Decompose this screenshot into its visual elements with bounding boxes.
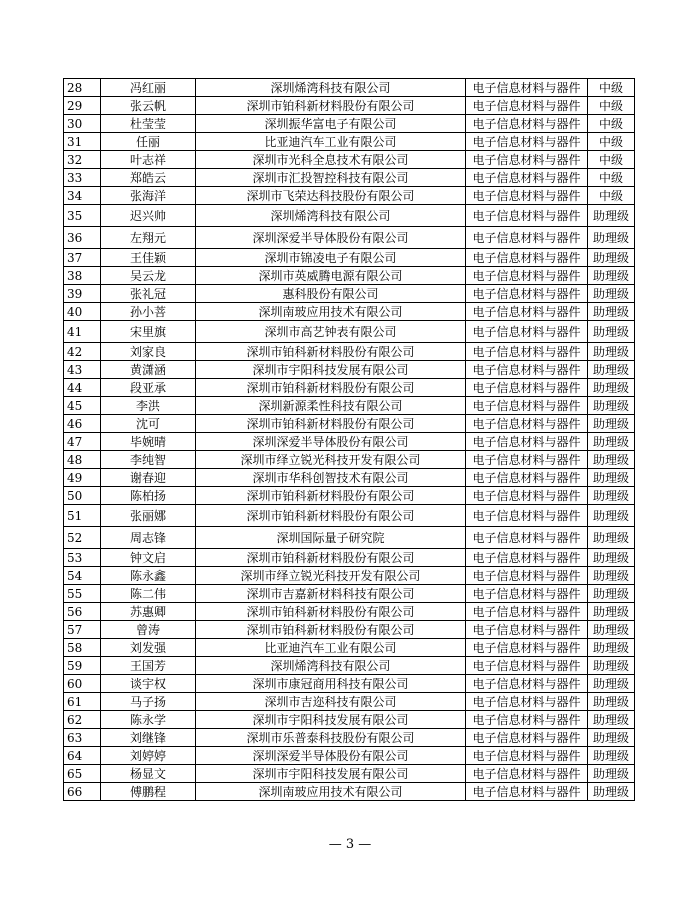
cell-company: 惠科股份有限公司 [196, 285, 466, 303]
cell-number: 51 [64, 505, 101, 527]
page-number: — 3 — [328, 837, 372, 852]
cell-field: 电子信息材料与器件 [466, 115, 588, 133]
cell-number: 52 [64, 527, 101, 549]
table-row [64, 133, 635, 151]
table-row [64, 285, 635, 303]
cell-name: 刘发强 [101, 639, 196, 657]
cell-company: 深圳市汇投智控科技有限公司 [196, 169, 466, 187]
cell-company: 深圳深爱半导体股份有限公司 [196, 747, 466, 765]
cell-company: 深圳市绎立锐光科技开发有限公司 [196, 451, 466, 469]
cell-number: 28 [64, 79, 101, 97]
cell-level: 助理级 [588, 527, 635, 549]
cell-level: 助理级 [588, 693, 635, 711]
cell-name: 杨显文 [101, 765, 196, 783]
cell-name: 李洪 [101, 397, 196, 415]
cell-name: 黄潇涵 [101, 361, 196, 379]
cell-company: 深圳市铂科新材料股份有限公司 [196, 621, 466, 639]
cell-field: 电子信息材料与器件 [466, 361, 588, 379]
cell-level: 助理级 [588, 549, 635, 567]
cell-number: 56 [64, 603, 101, 621]
cell-field: 电子信息材料与器件 [466, 603, 588, 621]
cell-level: 中级 [588, 79, 635, 97]
cell-name: 任丽 [101, 133, 196, 151]
cell-company: 深圳市绎立锐光科技开发有限公司 [196, 567, 466, 585]
table-row [64, 621, 635, 639]
cell-level: 助理级 [588, 343, 635, 361]
table-row [64, 151, 635, 169]
cell-level: 助理级 [588, 729, 635, 747]
cell-company: 深圳市华科创智技术有限公司 [196, 469, 466, 487]
cell-number: 31 [64, 133, 101, 151]
table-row [64, 783, 635, 801]
table-row [64, 361, 635, 379]
cell-company: 深圳市康冠商用科技有限公司 [196, 675, 466, 693]
cell-name: 王国芳 [101, 657, 196, 675]
table-row [64, 693, 635, 711]
cell-number: 45 [64, 397, 101, 415]
cell-level: 中级 [588, 133, 635, 151]
cell-company: 深圳深爱半导体股份有限公司 [196, 433, 466, 451]
cell-number: 38 [64, 267, 101, 285]
cell-field: 电子信息材料与器件 [466, 567, 588, 585]
cell-field: 电子信息材料与器件 [466, 303, 588, 321]
cell-field: 电子信息材料与器件 [466, 151, 588, 169]
cell-name: 冯红丽 [101, 79, 196, 97]
table-row [64, 433, 635, 451]
cell-number: 41 [64, 321, 101, 343]
cell-company: 比亚迪汽车工业有限公司 [196, 133, 466, 151]
cell-number: 35 [64, 205, 101, 227]
cell-field: 电子信息材料与器件 [466, 585, 588, 603]
cell-number: 55 [64, 585, 101, 603]
cell-company: 深圳市吉迩科技有限公司 [196, 693, 466, 711]
cell-field: 电子信息材料与器件 [466, 693, 588, 711]
table-row [64, 567, 635, 585]
cell-name: 曾涛 [101, 621, 196, 639]
cell-name: 刘家良 [101, 343, 196, 361]
cell-field: 电子信息材料与器件 [466, 487, 588, 505]
cell-company: 深圳市铂科新材料股份有限公司 [196, 379, 466, 397]
cell-number: 46 [64, 415, 101, 433]
table-row [64, 187, 635, 205]
cell-name: 刘继锋 [101, 729, 196, 747]
table-row [64, 747, 635, 765]
cell-level: 助理级 [588, 303, 635, 321]
cell-field: 电子信息材料与器件 [466, 397, 588, 415]
cell-level: 助理级 [588, 711, 635, 729]
cell-field: 电子信息材料与器件 [466, 621, 588, 639]
cell-level: 助理级 [588, 379, 635, 397]
cell-field: 电子信息材料与器件 [466, 205, 588, 227]
cell-level: 助理级 [588, 747, 635, 765]
personnel-table [63, 78, 635, 801]
table-row [64, 639, 635, 657]
cell-name: 叶志祥 [101, 151, 196, 169]
cell-level: 助理级 [588, 469, 635, 487]
cell-name: 迟兴帅 [101, 205, 196, 227]
personnel-table-container [63, 78, 634, 801]
cell-number: 40 [64, 303, 101, 321]
cell-field: 电子信息材料与器件 [466, 747, 588, 765]
table-row [64, 765, 635, 783]
cell-company: 深圳烯湾科技有限公司 [196, 79, 466, 97]
cell-field: 电子信息材料与器件 [466, 249, 588, 267]
cell-company: 深圳南玻应用技术有限公司 [196, 783, 466, 801]
cell-company: 深圳市锦凌电子有限公司 [196, 249, 466, 267]
cell-level: 助理级 [588, 675, 635, 693]
cell-name: 张海洋 [101, 187, 196, 205]
cell-level: 助理级 [588, 249, 635, 267]
table-row [64, 227, 635, 249]
table-row [64, 451, 635, 469]
table-row [64, 169, 635, 187]
cell-company: 深圳深爱半导体股份有限公司 [196, 227, 466, 249]
table-row [64, 267, 635, 285]
cell-field: 电子信息材料与器件 [466, 451, 588, 469]
cell-name: 王佳颖 [101, 249, 196, 267]
cell-name: 宋里旗 [101, 321, 196, 343]
cell-number: 33 [64, 169, 101, 187]
cell-company: 深圳市吉嘉新材料科技有限公司 [196, 585, 466, 603]
cell-name: 刘婷婷 [101, 747, 196, 765]
table-row [64, 249, 635, 267]
cell-name: 马子扬 [101, 693, 196, 711]
cell-number: 30 [64, 115, 101, 133]
cell-company: 深圳国际量子研究院 [196, 527, 466, 549]
cell-level: 助理级 [588, 621, 635, 639]
cell-number: 34 [64, 187, 101, 205]
cell-level: 助理级 [588, 285, 635, 303]
cell-company: 深圳市铂科新材料股份有限公司 [196, 505, 466, 527]
cell-level: 助理级 [588, 783, 635, 801]
table-row [64, 675, 635, 693]
cell-company: 深圳烯湾科技有限公司 [196, 205, 466, 227]
table-row [64, 205, 635, 227]
cell-company: 深圳市飞荣达科技股份有限公司 [196, 187, 466, 205]
cell-number: 62 [64, 711, 101, 729]
cell-level: 助理级 [588, 361, 635, 379]
cell-level: 助理级 [588, 433, 635, 451]
cell-field: 电子信息材料与器件 [466, 433, 588, 451]
cell-field: 电子信息材料与器件 [466, 549, 588, 567]
cell-field: 电子信息材料与器件 [466, 267, 588, 285]
cell-company: 比亚迪汽车工业有限公司 [196, 639, 466, 657]
table-row [64, 97, 635, 115]
cell-name: 沈可 [101, 415, 196, 433]
table-row [64, 321, 635, 343]
cell-company: 深圳新源柔性科技有限公司 [196, 397, 466, 415]
cell-number: 47 [64, 433, 101, 451]
table-row [64, 505, 635, 527]
cell-level: 助理级 [588, 397, 635, 415]
cell-field: 电子信息材料与器件 [466, 133, 588, 151]
cell-company: 深圳市英威腾电源有限公司 [196, 267, 466, 285]
cell-field: 电子信息材料与器件 [466, 379, 588, 397]
table-row [64, 657, 635, 675]
cell-number: 53 [64, 549, 101, 567]
table-row [64, 585, 635, 603]
cell-company: 深圳市宇阳科技发展有限公司 [196, 711, 466, 729]
cell-number: 48 [64, 451, 101, 469]
cell-field: 电子信息材料与器件 [466, 783, 588, 801]
cell-field: 电子信息材料与器件 [466, 469, 588, 487]
cell-level: 助理级 [588, 415, 635, 433]
cell-level: 助理级 [588, 603, 635, 621]
cell-level: 助理级 [588, 205, 635, 227]
cell-name: 苏惠卿 [101, 603, 196, 621]
cell-number: 60 [64, 675, 101, 693]
cell-field: 电子信息材料与器件 [466, 415, 588, 433]
cell-company: 深圳市铂科新材料股份有限公司 [196, 603, 466, 621]
cell-level: 中级 [588, 115, 635, 133]
table-row [64, 303, 635, 321]
cell-number: 65 [64, 765, 101, 783]
cell-level: 中级 [588, 97, 635, 115]
table-row [64, 79, 635, 97]
cell-number: 66 [64, 783, 101, 801]
cell-name: 陈永学 [101, 711, 196, 729]
cell-level: 助理级 [588, 451, 635, 469]
table-row [64, 729, 635, 747]
cell-level: 助理级 [588, 505, 635, 527]
cell-number: 29 [64, 97, 101, 115]
cell-company: 深圳市乐普泰科技股份有限公司 [196, 729, 466, 747]
table-row [64, 343, 635, 361]
cell-field: 电子信息材料与器件 [466, 505, 588, 527]
cell-name: 李纯智 [101, 451, 196, 469]
cell-company: 深圳振华富电子有限公司 [196, 115, 466, 133]
cell-number: 49 [64, 469, 101, 487]
table-row [64, 603, 635, 621]
cell-level: 中级 [588, 151, 635, 169]
table-row [64, 379, 635, 397]
table-row [64, 549, 635, 567]
cell-number: 58 [64, 639, 101, 657]
cell-field: 电子信息材料与器件 [466, 675, 588, 693]
cell-company: 深圳市宇阳科技发展有限公司 [196, 765, 466, 783]
cell-level: 中级 [588, 169, 635, 187]
cell-number: 57 [64, 621, 101, 639]
table-body [64, 79, 635, 801]
cell-number: 42 [64, 343, 101, 361]
cell-field: 电子信息材料与器件 [466, 639, 588, 657]
cell-name: 吴云龙 [101, 267, 196, 285]
cell-company: 深圳市光科全息技术有限公司 [196, 151, 466, 169]
table-row [64, 487, 635, 505]
cell-field: 电子信息材料与器件 [466, 187, 588, 205]
table-row [64, 469, 635, 487]
cell-name: 陈柏扬 [101, 487, 196, 505]
cell-field: 电子信息材料与器件 [466, 711, 588, 729]
cell-company: 深圳南玻应用技术有限公司 [196, 303, 466, 321]
cell-field: 电子信息材料与器件 [466, 321, 588, 343]
cell-name: 傅鹏程 [101, 783, 196, 801]
cell-field: 电子信息材料与器件 [466, 343, 588, 361]
cell-level: 助理级 [588, 267, 635, 285]
cell-level: 助理级 [588, 567, 635, 585]
cell-level: 助理级 [588, 639, 635, 657]
cell-level: 中级 [588, 187, 635, 205]
cell-number: 44 [64, 379, 101, 397]
cell-level: 助理级 [588, 585, 635, 603]
cell-number: 64 [64, 747, 101, 765]
cell-field: 电子信息材料与器件 [466, 97, 588, 115]
cell-name: 毕婉晴 [101, 433, 196, 451]
table-row [64, 115, 635, 133]
cell-level: 助理级 [588, 321, 635, 343]
cell-field: 电子信息材料与器件 [466, 79, 588, 97]
cell-number: 37 [64, 249, 101, 267]
cell-company: 深圳市宇阳科技发展有限公司 [196, 361, 466, 379]
cell-level: 助理级 [588, 487, 635, 505]
table-row [64, 527, 635, 549]
cell-level: 助理级 [588, 657, 635, 675]
cell-number: 39 [64, 285, 101, 303]
cell-field: 电子信息材料与器件 [466, 527, 588, 549]
cell-name: 杜莹莹 [101, 115, 196, 133]
cell-name: 张礼冠 [101, 285, 196, 303]
cell-name: 郑皓云 [101, 169, 196, 187]
cell-field: 电子信息材料与器件 [466, 657, 588, 675]
cell-field: 电子信息材料与器件 [466, 169, 588, 187]
cell-field: 电子信息材料与器件 [466, 729, 588, 747]
cell-name: 钟文启 [101, 549, 196, 567]
cell-field: 电子信息材料与器件 [466, 285, 588, 303]
table-row [64, 397, 635, 415]
cell-level: 助理级 [588, 765, 635, 783]
cell-field: 电子信息材料与器件 [466, 227, 588, 249]
table-row [64, 415, 635, 433]
cell-number: 63 [64, 729, 101, 747]
cell-field: 电子信息材料与器件 [466, 765, 588, 783]
cell-name: 左翔元 [101, 227, 196, 249]
cell-company: 深圳烯湾科技有限公司 [196, 657, 466, 675]
cell-number: 43 [64, 361, 101, 379]
cell-name: 段亚承 [101, 379, 196, 397]
cell-number: 50 [64, 487, 101, 505]
cell-name: 张云帆 [101, 97, 196, 115]
cell-number: 59 [64, 657, 101, 675]
cell-number: 61 [64, 693, 101, 711]
cell-name: 孙小菩 [101, 303, 196, 321]
cell-number: 36 [64, 227, 101, 249]
cell-number: 54 [64, 567, 101, 585]
cell-level: 助理级 [588, 227, 635, 249]
cell-company: 深圳市高艺钟表有限公司 [196, 321, 466, 343]
cell-number: 32 [64, 151, 101, 169]
cell-name: 周志锋 [101, 527, 196, 549]
cell-name: 张丽娜 [101, 505, 196, 527]
cell-name: 谢春迎 [101, 469, 196, 487]
cell-name: 谈宇权 [101, 675, 196, 693]
cell-company: 深圳市铂科新材料股份有限公司 [196, 549, 466, 567]
cell-name: 陈永鑫 [101, 567, 196, 585]
cell-company: 深圳市铂科新材料股份有限公司 [196, 415, 466, 433]
cell-company: 深圳市铂科新材料股份有限公司 [196, 97, 466, 115]
table-row [64, 711, 635, 729]
cell-name: 陈二伟 [101, 585, 196, 603]
cell-company: 深圳市铂科新材料股份有限公司 [196, 487, 466, 505]
cell-company: 深圳市铂科新材料股份有限公司 [196, 343, 466, 361]
